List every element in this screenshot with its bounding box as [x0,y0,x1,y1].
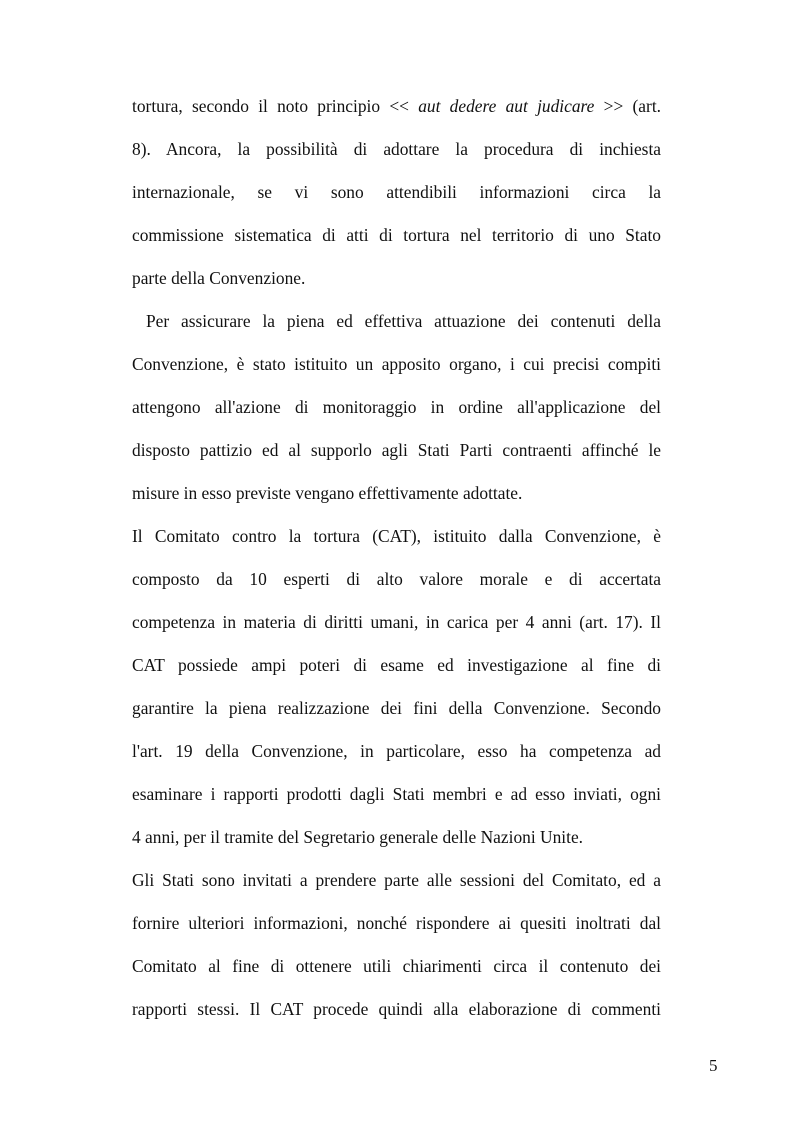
text-line: l'art. 19 della Convenzione, in particolare, esso ha competenza ad [132,741,661,761]
page-number: 5 [709,1056,718,1075]
text-line: garantire la piena realizzazione dei fini della Convenzione. Secondo [132,698,661,718]
text-line: CAT possiede ampi poteri di esame ed investigazione al fine di [132,655,661,675]
text-segment: >> (art. [594,96,661,116]
text-line: composto da 10 esperti di alto valore morale e di accertata [132,569,661,589]
text-line: Comitato al fine di ottenere utili chiarimenti circa il contenuto dei [132,956,661,976]
text-line: competenza in materia di diritti umani, in carica per 4 anni (art. 17). Il [132,612,661,632]
text-segment: tortura, secondo il noto principio << [132,96,419,116]
text-line: 8). Ancora, la possibilità di adottare la procedura di inchiesta [132,139,661,159]
text-line: Gli Stati sono invitati a prendere parte alle sessioni del Comitato, ed a [132,870,661,890]
text-line: parte della Convenzione. [132,268,306,288]
text-line: fornire ulteriori informazioni, nonché rispondere ai quesiti inoltrati dal [132,913,661,933]
text-line: disposto pattizio ed al supporlo agli Stati Parti contraenti affinché le [132,440,661,460]
text-line: misure in esso previste vengano effettivamente adottate. [132,483,523,503]
text-line: Il Comitato contro la tortura (CAT), istituito dalla Convenzione, è [132,526,661,546]
text-line: Per assicurare la piena ed effettiva attuazione dei contenuti della [146,311,661,331]
latin-phrase: aut dedere aut judicare [418,96,595,116]
text-line: commissione sistematica di atti di tortura nel territorio di uno Stato [132,225,661,245]
text-line: 4 anni, per il tramite del Segretario generale delle Nazioni Unite. [132,827,584,847]
text-line [132,95,661,117]
text-line: esaminare i rapporti prodotti dagli Stati membri e ad esso inviati, ogni [132,784,661,804]
text-line: internazionale, se vi sono attendibili informazioni circa la [132,182,661,202]
text-line: rapporti stessi. Il CAT procede quindi alla elaborazione di commenti [132,999,661,1019]
text-line: attengono all'azione di monitoraggio in ordine all'applicazione del [132,397,661,417]
text-line: Convenzione, è stato istituito un apposito organo, i cui precisi compiti [132,354,661,374]
